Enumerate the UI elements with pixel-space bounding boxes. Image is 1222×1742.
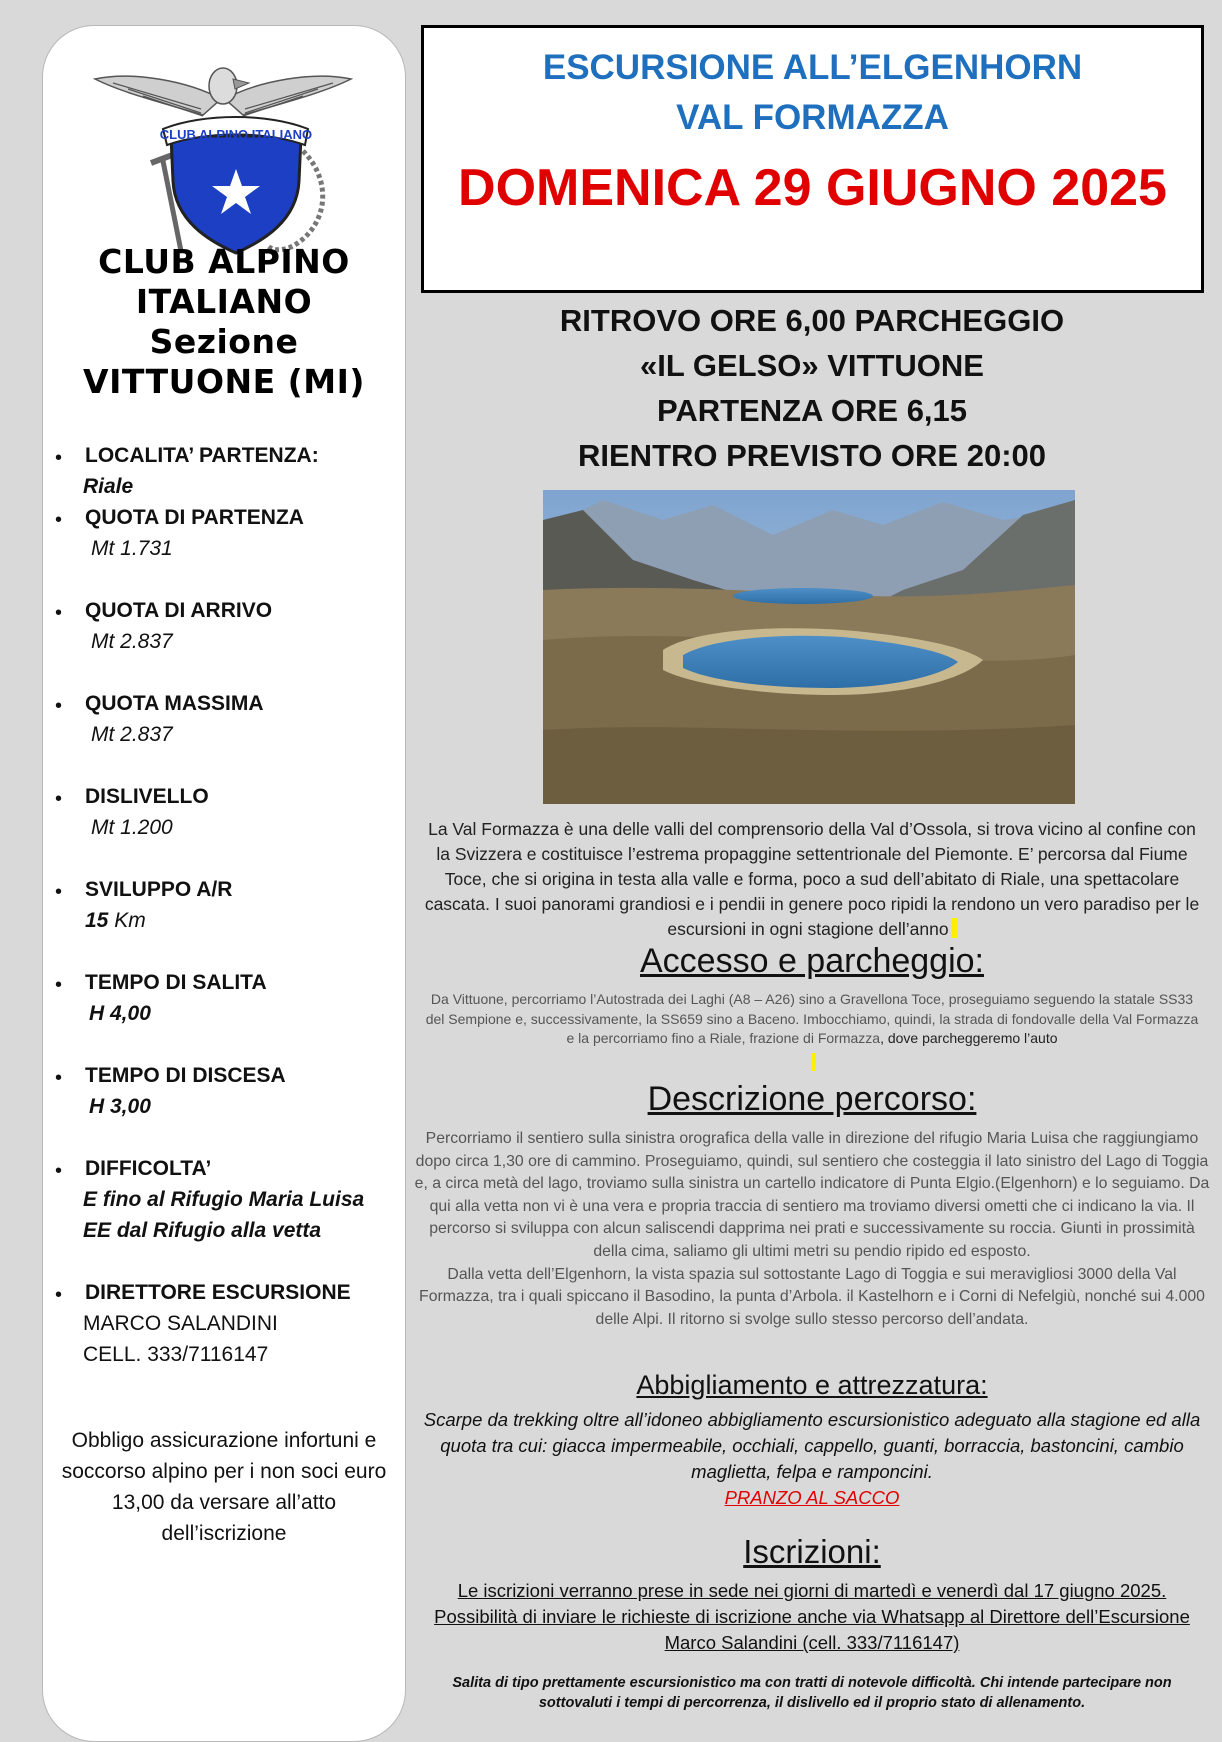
route-section-title: Descrizione percorso: xyxy=(647,1080,977,1118)
club-title-line-3: Sezione xyxy=(149,322,299,361)
lunch-note: PRANZO AL SACCO xyxy=(724,1487,900,1508)
route-paragraph-2: Dalla vetta dell’Elgenhorn, la vista spazia sul sottostante Lago di Toggia e sui meravigliosi 3000 della Val Formazza, tra i quali spiccano il Basodino, la punta d’Arbola. il Kastelhorn e i Corni di Nefelgiù, nonché sui 4.000 delle Alpi. Il ritorno si svolge sullo stesso percorso dell’andata. xyxy=(419,1265,1205,1328)
info-value: Mt 1.731 xyxy=(91,537,173,560)
logo-banner-text: CLUB ALPINO ITALIANO xyxy=(159,127,313,142)
info-value: Mt 1.200 xyxy=(91,816,173,839)
director-name: MARCO SALANDINI xyxy=(83,1312,278,1335)
sidebar-panel xyxy=(42,25,406,1742)
info-label: DIFFICOLTA’ xyxy=(85,1157,212,1180)
access-body: Da Vittuone, percorriamo l’Autostrada dei Laghi (A8 – A26) sino a Gravellona Toce, proseguiamo seguendo la statale SS33 del Sempione e, successivamente, la SS659 sino a Baceno. Imbocchiamo, quindi, la strada di fondovalle della Val Formazza e la percorriamo fino a Riale, frazione di Formazza xyxy=(425,991,1199,1046)
excursion-title: ESCURSIONE ALL’ELGENHORN xyxy=(542,48,1083,87)
info-value-number: 15 xyxy=(85,909,109,932)
info-label: QUOTA DI ARRIVO xyxy=(85,599,273,622)
valley-title: VAL FORMAZZA xyxy=(676,98,949,137)
info-item-ascent-time: • TEMPO DI SALITA H 4,00 xyxy=(55,971,267,1025)
cai-eagle-logo xyxy=(93,41,353,266)
info-item-departure: • LOCALITA’ PARTENZA: Riale xyxy=(55,444,319,498)
info-label: QUOTA DI PARTENZA xyxy=(85,506,304,529)
info-item-start-altitude: • QUOTA DI PARTENZA Mt 1.731 xyxy=(55,506,304,560)
info-label: LOCALITA’ PARTENZA: xyxy=(85,444,319,467)
meeting-info xyxy=(420,298,1204,478)
excursion-date: DOMENICA 29 GIUGNO 2025 xyxy=(458,159,1167,217)
registration-section-title xyxy=(420,1533,1204,1571)
meeting-line-1: RITROVO ORE 6,00 PARCHEGGIO xyxy=(559,303,1065,338)
registration-text: Le iscrizioni verranno prese in sede nei giorni di martedì e venerdì dal 17 giugno 2025. Possibilità di inviare le richieste di iscrizione anche via Whatsapp al Direttore dell’Escursione Marco Salandini (cell. 333/7116147) xyxy=(434,1580,1190,1653)
difficulty-note: Salita di tipo prettamente escursionistico ma con tratti di notevole difficoltà. Chi intende partecipare non sottovaluti i tempi di percorrenza, il dislivello ed il proprio stato di allenamento. xyxy=(452,1675,1172,1711)
info-item-difficulty: • DIFFICOLTA’ E fino al Rifugio Maria Luisa EE dal Rifugio alla vetta xyxy=(55,1157,365,1242)
info-label: QUOTA MASSIMA xyxy=(85,692,264,715)
title-box xyxy=(421,25,1204,293)
access-body-end: , dove parcheggeremo l’auto xyxy=(880,1030,1058,1046)
info-value-2: EE dal Rifugio alla vetta xyxy=(83,1219,322,1242)
intro-text: La Val Formazza è una delle valli del comprensorio della Val d’Ossola, si trova vicino al confine con la Svizzera e costituisce l’estrema propaggine settentrionale del Piemonte. E’ percorsa dal Fiume Toce, che si origina in testa alla valle e forma, poco a sud dell’abitato di Riale, una spettacolare cascata. I suoi panorami grandiosi e i pendii in genere poco ripidi la rendono un vero paradiso per le escursioni in ogni stagione dell’anno xyxy=(424,819,1200,939)
club-title-line-1: CLUB ALPINO xyxy=(98,242,350,281)
access-text xyxy=(420,990,1204,1073)
equipment-body: Scarpe da trekking oltre all’idoneo abbigliamento escursionistico adeguato alla stagione ed alla quota tra cui: giacca impermeabile, occhiali, cappello, guanti, borraccia, bastoncini, cambio maglietta, felpa e ramponcini. xyxy=(423,1409,1201,1482)
info-item-arrival-altitude: • QUOTA DI ARRIVO Mt 2.837 xyxy=(55,599,273,653)
info-item-max-altitude: • QUOTA MASSIMA Mt 2.837 xyxy=(55,692,264,746)
info-value: H 3,00 xyxy=(89,1095,151,1118)
info-label: TEMPO DI SALITA xyxy=(85,971,267,994)
access-section-title: Accesso e parcheggio: xyxy=(640,942,984,980)
highlight-mark xyxy=(952,918,957,938)
insurance-notice: Obbligo assicurazione infortuni e soccorso alpino per i non soci euro 13,00 da versare all’atto dell’iscrizione xyxy=(61,1429,387,1545)
route-text xyxy=(412,1128,1212,1331)
info-item-descent-time: • TEMPO DI DISCESA H 3,00 xyxy=(55,1064,286,1118)
info-item-round-trip-length: • SVILUPPO A/R 15 Km xyxy=(55,878,233,932)
lake-landscape-photo xyxy=(543,490,1075,804)
info-label: DISLIVELLO xyxy=(85,785,209,808)
meeting-line-3: PARTENZA ORE 6,15 xyxy=(656,393,968,428)
info-label: SVILUPPO A/R xyxy=(85,878,233,901)
intro-paragraph xyxy=(420,817,1204,942)
info-item-director: • DIRETTORE ESCURSIONE MARCO SALANDINI CELL. 333/7116147 xyxy=(55,1281,351,1366)
info-label: DIRETTORE ESCURSIONE xyxy=(85,1281,351,1304)
highlight-mark xyxy=(811,1053,816,1071)
club-title-line-4: VITTUONE (MI) xyxy=(83,362,365,401)
info-label: TEMPO DI DISCESA xyxy=(85,1064,286,1087)
info-value: E fino al Rifugio Maria Luisa xyxy=(83,1188,365,1211)
trip-info-list xyxy=(55,444,395,1374)
info-value: Mt 2.837 xyxy=(91,723,173,746)
equipment-text xyxy=(420,1407,1204,1511)
meeting-line-4: RIENTRO PREVISTO ORE 20:00 xyxy=(578,438,1046,473)
info-value: Mt 2.837 xyxy=(91,630,173,653)
director-phone: CELL. 333/7116147 xyxy=(83,1343,269,1366)
info-value: Riale xyxy=(83,475,134,498)
route-paragraph-1: Percorriamo il sentiero sulla sinistra orografica della valle in direzione del rifugio Maria Luisa che raggiungiamo dopo circa 1,30 ore di cammino. Proseguiamo, quindi, sul sentiero che costeggia il lato sinistro del Lago di Toggia e, a circa metà del lago, troviamo sulla sinistra un cartello indicatore di Punta Elgio.(Elgenhorn) e lo seguiamo. Da qui alla vetta non vi è una vera e propria traccia di sentiero ma troviamo diversi ometti che ci indicano la via. Il percorso si sviluppa con alcun saliscendi dapprima nei prati e successivamente su roccia. Giunti in prossimità della cima, saliamo gli ultimi metri su pendio ripido ed esposto. xyxy=(414,1130,1210,1260)
equipment-section-title: Abbigliamento e attrezzatura: xyxy=(636,1370,988,1400)
meeting-line-2: «IL GELSO» VITTUONE xyxy=(640,348,984,383)
info-value: H 4,00 xyxy=(89,1002,151,1025)
info-item-elevation-gain: • DISLIVELLO Mt 1.200 xyxy=(55,785,209,839)
club-title-line-2: ITALIANO xyxy=(135,282,313,321)
info-value xyxy=(85,909,146,933)
registration-title-text: Iscrizioni: xyxy=(743,1533,881,1570)
info-value-unit: Km xyxy=(108,909,146,932)
